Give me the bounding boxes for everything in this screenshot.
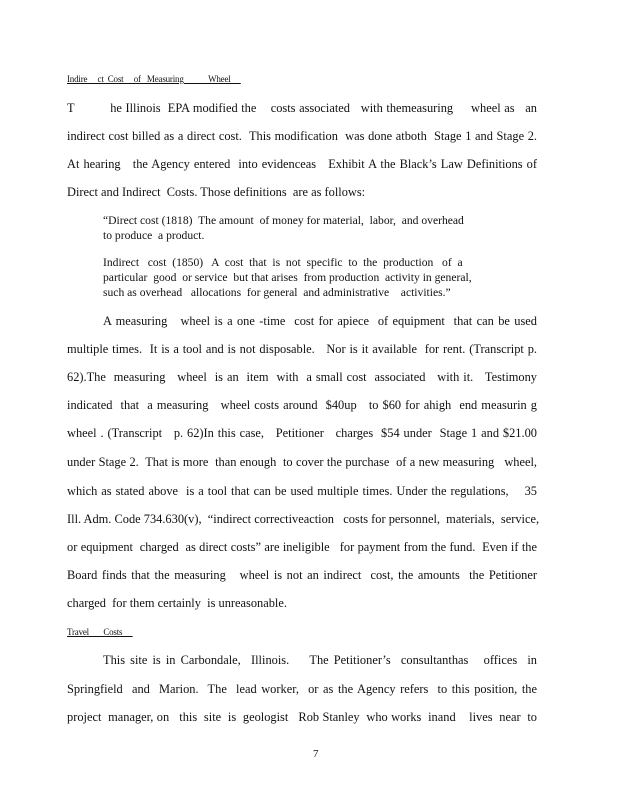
quote-line: “Direct cost (1818) The amount of money for material, labor, and overhead: [103, 214, 464, 227]
body-line: under Stage 2. That is more than enough to cover the purchase of a new measuring wheel,: [67, 455, 537, 469]
heading-indirect-cost: Indire ct Cost of Measuring Wheel: [67, 74, 241, 84]
body-line: Ill. Adm. Code 734.630(v), “indirect correctiveaction costs for personnel, materials, service,: [67, 512, 540, 526]
body-line: indirect cost billed as a direct cost. This modification was done atboth Stage 1 and Stage 2.: [67, 129, 537, 143]
body-line: Board finds that the measuring wheel is not an indirect cost, the amounts the Petitioner: [67, 568, 537, 582]
body-line: Direct and Indirect Costs. Those definitions are as follows:: [67, 185, 366, 199]
body-line: Springfield and Marion. The lead worker, or as the Agency refers to this position, the: [67, 682, 537, 696]
body-line: At hearing the Agency entered into evidenceas Exhibit A the Black’s Law Definitions of: [67, 157, 537, 171]
quote-line: Indirect cost (1850) A cost that is not specific to the production of a: [103, 256, 463, 269]
body-line: project manager, on this site is geologist Rob Stanley who works inand lives near to: [67, 710, 537, 724]
body-line: wheel . (Transcript p. 62)In this case, Petitioner charges $54 under Stage 1 and $21.00: [67, 426, 537, 440]
quote-line: such as overhead allocations for general and administrative activities.”: [103, 286, 451, 299]
body-line: This site is in Carbondale, Illinois. The Petitioner’s consultanthas offices in: [103, 653, 537, 667]
body-line: A measuring wheel is a one -time cost for apiece of equipment that can be used: [103, 314, 537, 328]
body-line: charged for them certainly is unreasonable.: [67, 596, 287, 610]
body-line: or equipment charged as direct costs” are ineligible for payment from the fund. Even if the: [67, 540, 537, 554]
page-number: 7: [313, 748, 319, 760]
body-line: indicated that a measuring wheel costs around $40up to $60 for ahigh end measurin g: [67, 398, 537, 412]
quote-line: to produce a product.: [103, 229, 205, 242]
heading-travel-costs: Travel Costs: [67, 627, 133, 637]
body-line: 62).The measuring wheel is an item with a small cost associated with it. Testimony: [67, 370, 537, 384]
body-line: which as stated above is a tool that can be used multiple times. Under the regulations, 35: [67, 484, 537, 498]
quote-line: particular good or service but that arises from production activity in general,: [103, 271, 472, 284]
body-line: T he Illinois EPA modified the costs associated with themeasuring wheel as an: [67, 101, 537, 115]
body-line: multiple times. It is a tool and is not disposable. Nor is it available for rent. (Transcript p.: [67, 342, 537, 356]
